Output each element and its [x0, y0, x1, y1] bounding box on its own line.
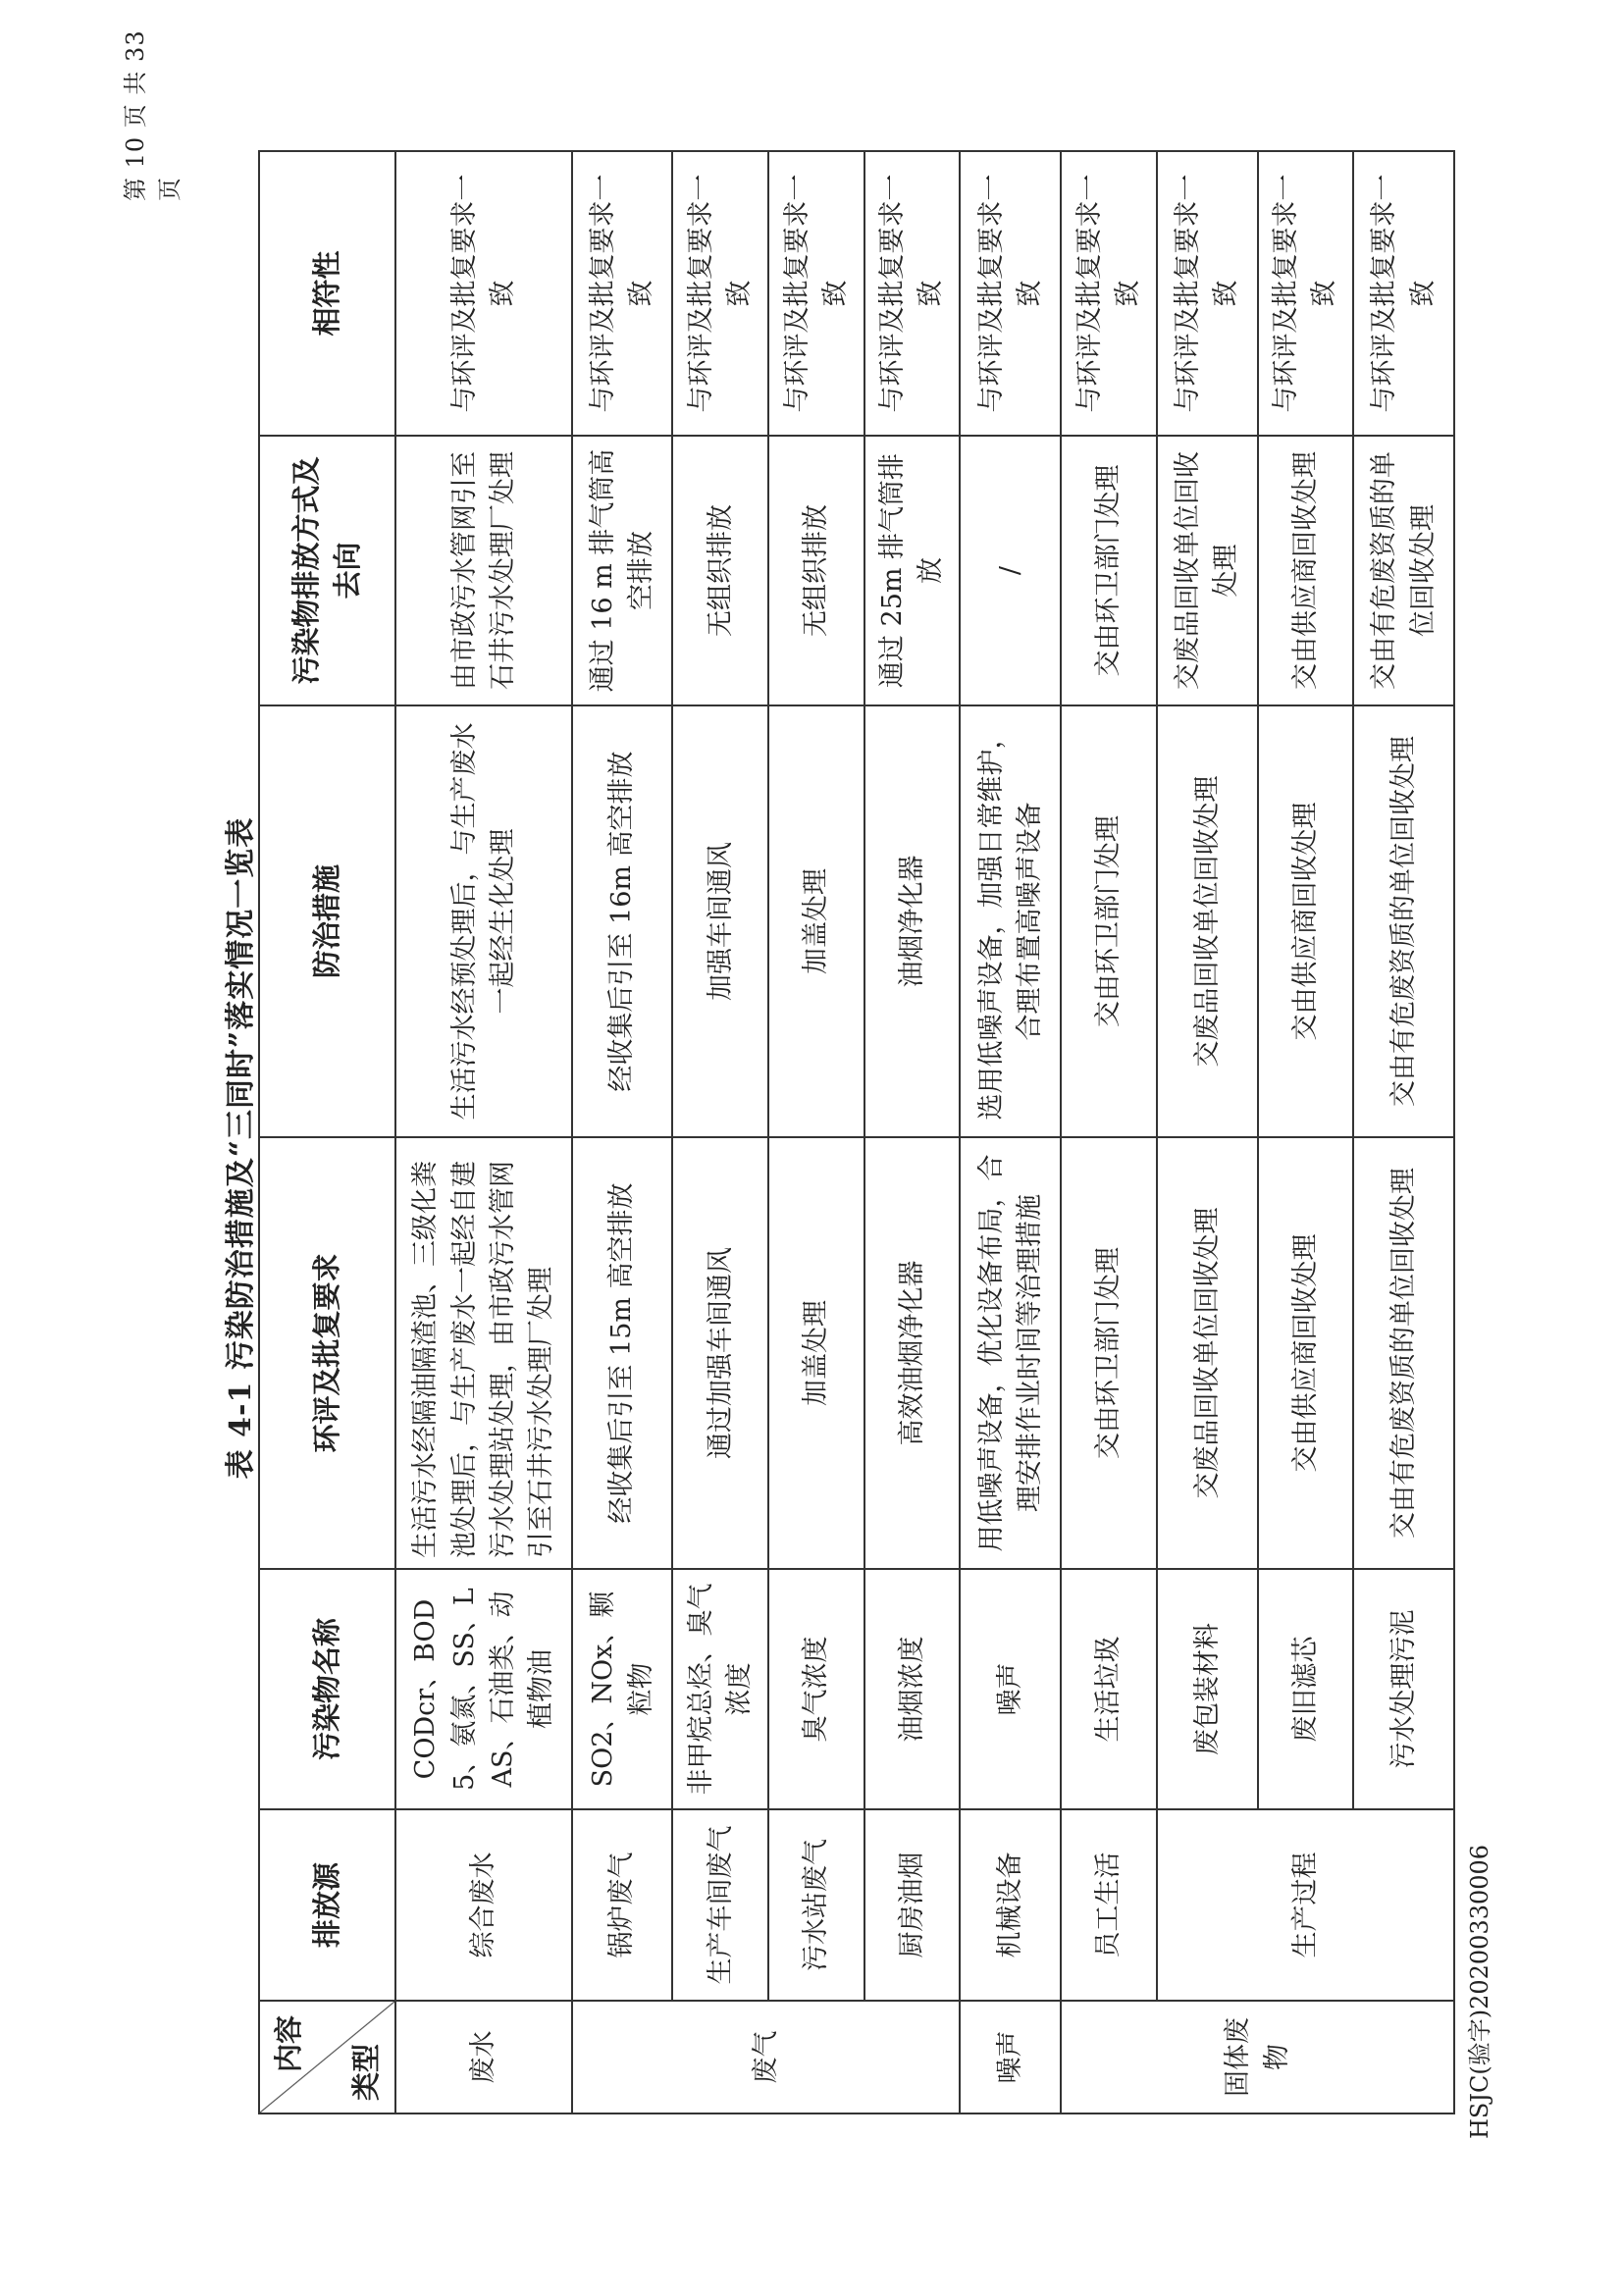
- measure-cell: 生活污水经预处理后，与生产废水一起经生化处理: [395, 705, 572, 1137]
- source-cell: 生产过程: [1157, 1809, 1454, 2001]
- discharge-cell: 交由有危废资质的单位回收处理: [1353, 436, 1454, 705]
- pollutant-cell: 非甲烷总烃、臭气浓度: [672, 1569, 768, 1809]
- discharge-cell: 交废品回收单位回收处理: [1157, 436, 1258, 705]
- compliance-cell: 与环评及批复要求一致: [1353, 151, 1454, 436]
- header-discharge: 污染物排放方式及去向: [259, 436, 395, 705]
- header-source: 排放源: [259, 1809, 395, 2001]
- compliance-cell: 与环评及批复要求一致: [1157, 151, 1258, 436]
- measure-cell: 交由供应商回收处理: [1258, 705, 1354, 1137]
- compliance-cell: 与环评及批复要求一致: [768, 151, 864, 436]
- discharge-cell: 交由环卫部门处理: [1061, 436, 1157, 705]
- table-row: [768, 151, 864, 2113]
- measure-cell: 油烟净化器: [864, 705, 961, 1137]
- source-cell: 综合废水: [395, 1809, 572, 2001]
- measure-cell: 加强车间通风: [672, 705, 768, 1137]
- category-cell: 噪声: [960, 2001, 1061, 2113]
- discharge-cell: 由市政污水管网引至石井污水处理厂处理: [395, 436, 572, 705]
- requirement-cell: 通过加强车间通风: [672, 1137, 768, 1569]
- header-compliance: 相符性: [259, 151, 395, 436]
- compliance-cell: 与环评及批复要求一致: [572, 151, 673, 436]
- compliance-cell: 与环评及批复要求一致: [960, 151, 1061, 436]
- requirement-cell: 经收集后引至 15m 高空排放: [572, 1137, 673, 1569]
- report-number: HSJC(验字)20200330006: [1466, 1844, 1493, 2139]
- discharge-cell: 无组织排放: [672, 436, 768, 705]
- pollutant-cell: 油烟浓度: [864, 1569, 961, 1809]
- table-header-row: [259, 151, 395, 2113]
- source-cell: 厨房油烟: [864, 1809, 961, 2001]
- page-number: 第 10 页 共 33 页: [122, 29, 183, 201]
- source-cell: 生产车间废气: [672, 1809, 768, 2001]
- category-cell: 固体废物: [1061, 2001, 1454, 2113]
- compliance-cell: 与环评及批复要求一致: [864, 151, 961, 436]
- table-row: [864, 151, 961, 2113]
- requirement-cell: 交由有危废资质的单位回收处理: [1353, 1137, 1454, 1569]
- source-cell: 锅炉废气: [572, 1809, 673, 2001]
- pollution-control-table: [258, 150, 1455, 2114]
- requirement-cell: 加盖处理: [768, 1137, 864, 1569]
- requirement-cell: 用低噪声设备，优化设备布局，合理安排作业时间等治理措施: [960, 1137, 1061, 1569]
- compliance-cell: 与环评及批复要求一致: [395, 151, 572, 436]
- table-row: [572, 151, 673, 2113]
- requirement-cell: 交由供应商回收处理: [1258, 1137, 1354, 1569]
- measure-cell: 交废品回收单位回收处理: [1157, 705, 1258, 1137]
- compliance-cell: 与环评及批复要求一致: [1061, 151, 1157, 436]
- measure-cell: 交由有危废资质的单位回收处理: [1353, 705, 1454, 1137]
- measure-cell: 交由环卫部门处理: [1061, 705, 1157, 1137]
- header-type-bottom: 类型: [348, 2043, 383, 2101]
- header-requirement: 环评及批复要求: [259, 1137, 395, 1569]
- source-cell: 污水站废气: [768, 1809, 864, 2001]
- header-pollutant: 污染物名称: [259, 1569, 395, 1809]
- pollutant-cell: 废包装材料: [1157, 1569, 1258, 1809]
- compliance-cell: 与环评及批复要求一致: [1258, 151, 1354, 436]
- requirement-cell: 生活污水经隔油隔渣池、三级化粪池处理后，与生产废水一起经自建污水处理站处理，由市政污水管网引至石井污水处理厂处理: [395, 1137, 572, 1569]
- discharge-cell: 通过 25m 排气筒排放: [864, 436, 961, 705]
- pollutant-cell: CODcr、BOD5、氨氮、SS、LAS、石油类、动植物油: [395, 1569, 572, 1809]
- discharge-cell: 通过 16 m 排气筒高空排放: [572, 436, 673, 705]
- requirement-cell: 交废品回收单位回收处理: [1157, 1137, 1258, 1569]
- category-cell: 废水: [395, 2001, 572, 2113]
- compliance-cell: 与环评及批复要求一致: [672, 151, 768, 436]
- discharge-cell: 无组织排放: [768, 436, 864, 705]
- table-row: [672, 151, 768, 2113]
- table-row: [1061, 151, 1157, 2113]
- source-cell: 机械设备: [960, 1809, 1061, 2001]
- header-measure: 防治措施: [259, 705, 395, 1137]
- pollutant-cell: 臭气浓度: [768, 1569, 864, 1809]
- discharge-cell: 交由供应商回收处理: [1258, 436, 1354, 705]
- table-row: [395, 151, 572, 2113]
- requirement-cell: 交由环卫部门处理: [1061, 1137, 1157, 1569]
- discharge-cell: /: [960, 436, 1061, 705]
- header-type: [259, 2001, 395, 2113]
- table-row: [1157, 151, 1258, 2113]
- measure-cell: 选用低噪声设备，加强日常维护，合理布置高噪声设备: [960, 705, 1061, 1137]
- table-row: [960, 151, 1061, 2113]
- pollutant-cell: SO2、NOx、颗粒物: [572, 1569, 673, 1809]
- header-type-top: 内容: [272, 2015, 305, 2073]
- pollutant-cell: 污水处理污泥: [1353, 1569, 1454, 1809]
- requirement-cell: 高效油烟净化器: [864, 1137, 961, 1569]
- measure-cell: 经收集后引至 16m 高空排放: [572, 705, 673, 1137]
- pollutant-cell: 废旧滤芯: [1258, 1569, 1354, 1809]
- table-title: 表 4-1 污染防治措施及“三同时”落实情况一览表: [224, 816, 258, 1480]
- pollutant-cell: 生活垃圾: [1061, 1569, 1157, 1809]
- pollutant-cell: 噪声: [960, 1569, 1061, 1809]
- source-cell: 员工生活: [1061, 1809, 1157, 2001]
- category-cell: 废气: [572, 2001, 961, 2113]
- measure-cell: 加盖处理: [768, 705, 864, 1137]
